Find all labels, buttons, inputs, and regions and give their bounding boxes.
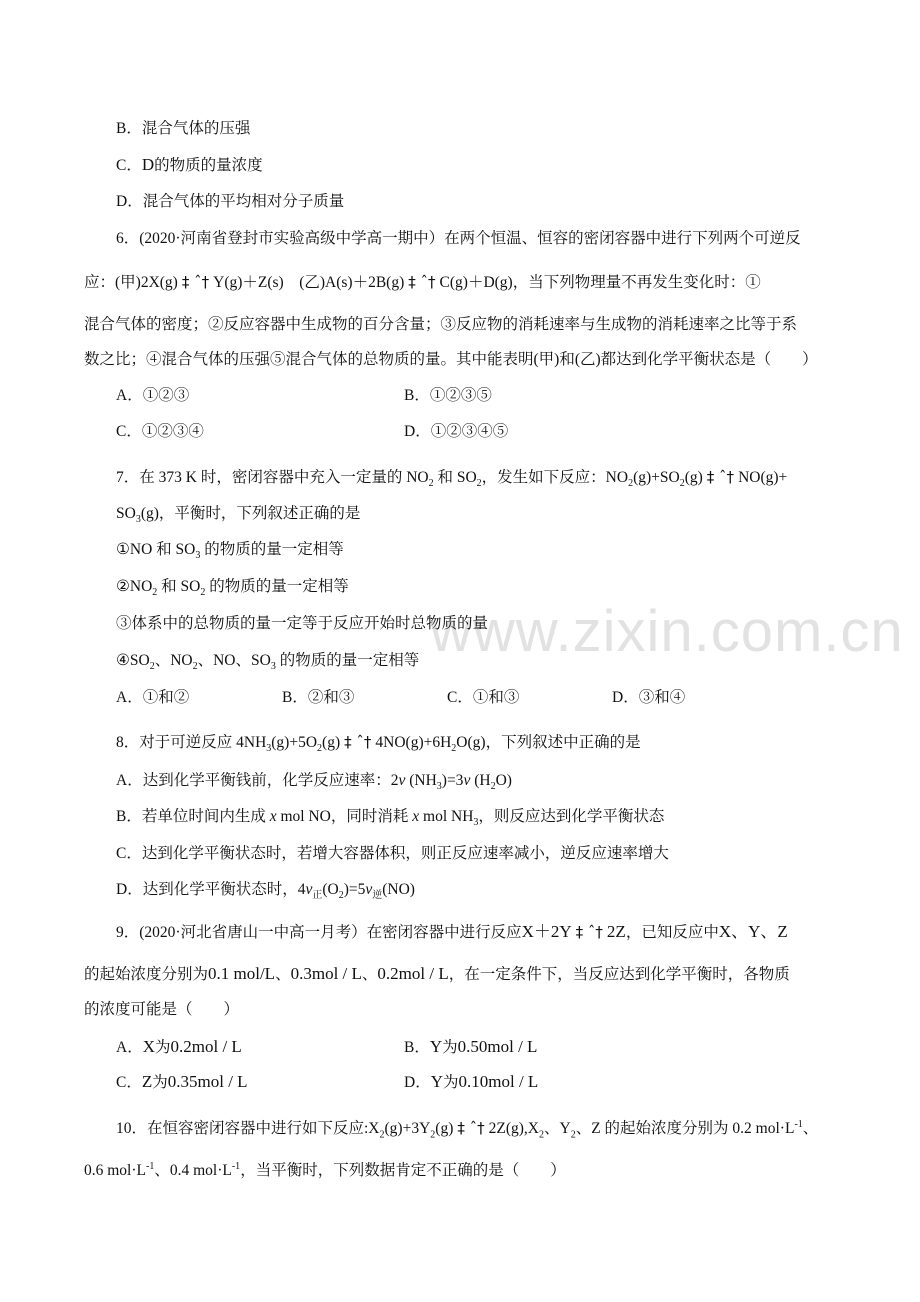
q6-stem-line1: 6．(2020·河南省登封市实验高级中学高一期中）在两个恒温、恒容的密闭容器中进行下列两个可逆反 bbox=[116, 230, 801, 247]
q8-stem: 8．对于可逆反应 $4NH_3(g)+5O_2(g)$ ‡ ˆ† $4NO(g)+6H_2O(g)$，下列叙述中正确的是 bbox=[116, 733, 641, 755]
q8-option-a: A．达到化学平衡钱前，化学反应速率：2v $(NH_3)=3v$ $(H_2O)$ bbox=[116, 772, 512, 793]
q5-option-d: D．混合气体的平均相对分子质量 bbox=[116, 193, 345, 210]
equilibrium-arrow-icon: ‡ ˆ† bbox=[181, 273, 210, 291]
q6-stem-line4: 数之比；④混合气体的压强⑤混合气体的总物质的量。其中能表明(甲)和(乙)都达到化学平衡状态是（ ） bbox=[84, 351, 818, 368]
q9-stem-line3: 的浓度可能是（ ） bbox=[84, 1001, 240, 1018]
q6-option-b: B．①②③⑤ bbox=[404, 387, 492, 404]
watermark: www.zixin.com.cn bbox=[430, 599, 904, 664]
q7-option-d: D．③和④ bbox=[612, 689, 686, 706]
q7-statement-3: ③体系中的总物质的量一定等于反应开始时总物质的量 bbox=[116, 615, 489, 632]
q6-option-a: A．①②③ bbox=[116, 387, 190, 404]
equilibrium-arrow-icon: ‡ ˆ† bbox=[457, 1119, 485, 1138]
q8-option-b: B．若单位时间内生成 x mol NO，同时消耗 x mol $NH_3$，则反应达到化学平衡状态 bbox=[116, 808, 665, 829]
q5-option-b: B．混合气体的压强 bbox=[116, 120, 251, 137]
q6-option-c: C．①②③④ bbox=[116, 423, 204, 440]
equilibrium-arrow-icon: ‡ ˆ† bbox=[575, 923, 603, 941]
q7-statement-4: $④SO_2$、$NO_2$、NO、$SO_3$ 的物质的量一定相等 bbox=[116, 652, 420, 673]
q8-option-c: C．达到化学平衡状态时，若增大容器体积，则正反应速率减小，逆反应速率增大 bbox=[116, 845, 669, 862]
q7-stem-line2: $SO_3(g)$，平衡时，下列叙述正确的是 bbox=[116, 505, 361, 526]
q5-option-c: C．D的物质的量浓度 bbox=[116, 155, 263, 174]
q7-option-a: A．①和② bbox=[116, 689, 190, 706]
q9-option-a: A．X为0.2mol / L bbox=[116, 1037, 242, 1056]
q10-stem-line2: 0.6 $mol\cdot L^{-1}$、0.4 $mol\cdot L^{-1}$，当平衡时，下列数据肯定不正确的是（ ） bbox=[84, 1161, 566, 1180]
q7-statement-2: $②NO_2$ 和 $SO_2$ 的物质的量一定相等 bbox=[116, 578, 349, 599]
q6-stem-line2: 应：(甲)2X(g) ‡ ˆ† Y(g)＋Z(s) (乙)A(s)＋2B(g) ‡ ˆ† C(g)＋D(g)，当下列物理量不再发生变化时：① bbox=[84, 273, 761, 291]
equilibrium-arrow-icon: ‡ ˆ† bbox=[344, 733, 372, 751]
q9-stem-line2: 的起始浓度分别为0.1 mol/L、0.3mol / L、0.2mol / L，在一定条件下，当反应达到化学平衡时，各物质 bbox=[84, 964, 790, 983]
q9-option-d: D．Y为0.10mol / L bbox=[404, 1072, 539, 1091]
q7-option-c: C．①和③ bbox=[447, 689, 520, 706]
q6-option-d: D．①②③④⑤ bbox=[404, 423, 509, 440]
q9-option-c: C．Z为0.35mol / L bbox=[116, 1072, 248, 1091]
q6-stem-line3: 混合气体的密度；②反应容器中生成物的百分含量；③反应物的消耗速率与生成物的消耗速率之比等于系 bbox=[84, 316, 798, 333]
q10-stem-line1: 10．在恒容密闭容器中进行如下反应$:X_2(g)+3Y_2(g)$ ‡ ˆ† $2Z(g),X_2$、$Y_2$、Z 的起始浓度分别为 0.2 $mol\cdot L^{-1}$、 bbox=[116, 1119, 819, 1141]
q8-option-d: D．达到化学平衡状态时，$4v_正(O_2)=5v_逆(NO)$ bbox=[116, 881, 415, 902]
q9-stem-line1: 9．(2020·河北省唐山一中高一月考）在密闭容器中进行反应X＋2Y ‡ ˆ† 2Z，已知反应中X、Y、Z bbox=[116, 922, 788, 941]
equilibrium-arrow-icon: ‡ ˆ† bbox=[706, 468, 735, 486]
q9-option-b: B．Y为0.50mol / L bbox=[404, 1037, 538, 1056]
q7-statement-1: ①NO 和 $SO_3$ 的物质的量一定相等 bbox=[116, 541, 344, 562]
q7-stem-line1: 7．在 373 K 时，密闭容器中充入一定量的 $NO_2$ 和 $SO_2$，发生如下反应：$NO_2(g)+SO_2(g)$ ‡ ˆ† NO(g)+ bbox=[116, 468, 788, 490]
equilibrium-arrow-icon: ‡ ˆ† bbox=[408, 273, 436, 291]
q7-option-b: B．②和③ bbox=[282, 689, 355, 706]
